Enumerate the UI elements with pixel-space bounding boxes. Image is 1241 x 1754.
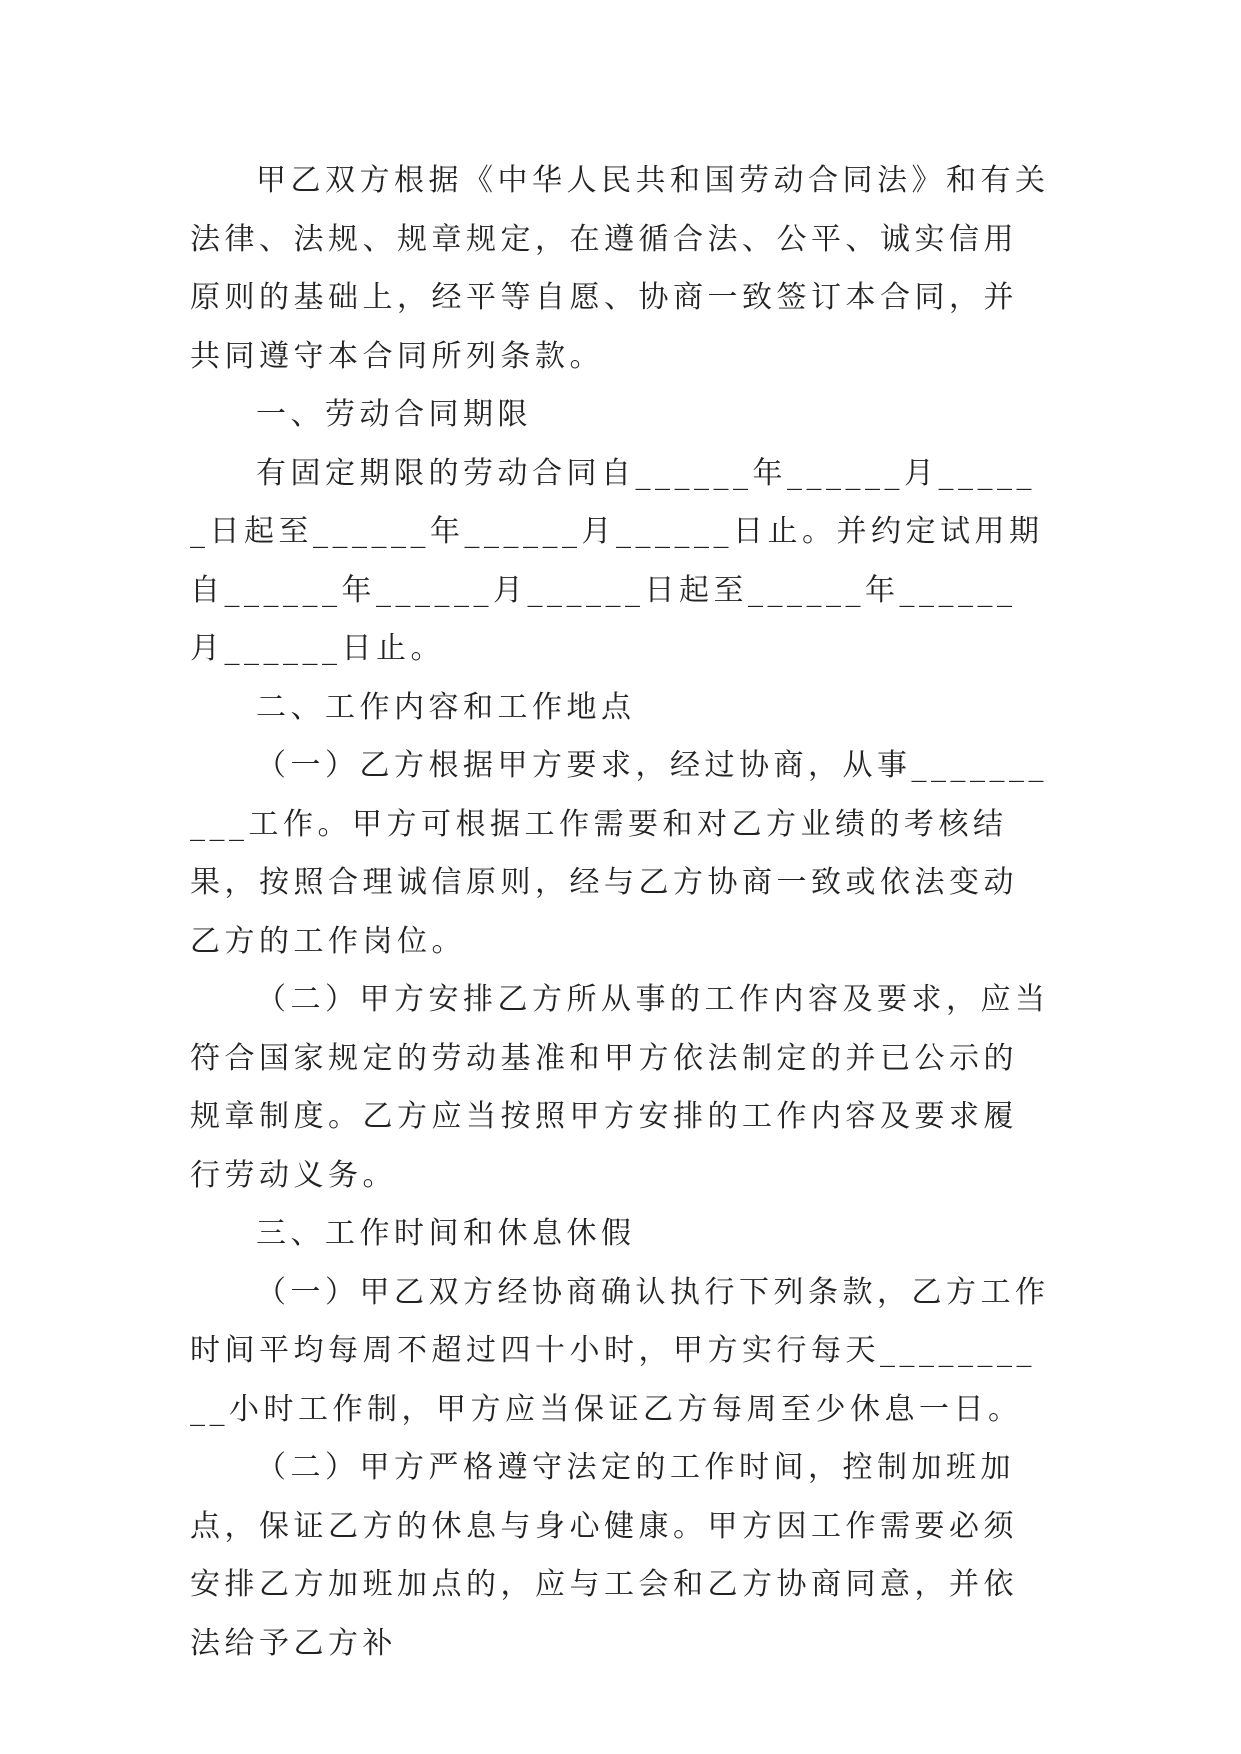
- paragraph-working-hours-2: （二）甲方严格遵守法定的工作时间，控制加班加点，保证乙方的休息与身心健康。甲方因工作需要必须安排乙方加班加点的，应与工会和乙方协商同意，并依法给予乙方补: [190, 1450, 1018, 1661]
- section-heading-contract-term: 一、劳动合同期限: [256, 397, 532, 432]
- paragraph-work-content-2: （二）甲方安排乙方所从事的工作内容及要求，应当符合国家规定的劳动基准和甲方依法制定的并已公示的规章制度。乙方应当按照甲方安排的工作内容及要求履行劳动义务。: [190, 982, 1050, 1193]
- section-heading-working-hours: 三、工作时间和休息休假: [256, 1216, 636, 1251]
- contract-body: [190, 152, 1050, 1673]
- paragraph-contract-term: 有固定期限的劳动合同自______年______月______日起至______年______月______日止。并约定试用期自______年______月______日起至______年______月______日止。: [190, 455, 1044, 666]
- paragraph-work-content-1: （一）乙方根据甲方要求，经过协商，从事__________工作。甲方可根据工作需要和对乙方业绩的考核结果，按照合理诚信原则，经与乙方协商一致或依法变动乙方的工作岗位。: [190, 748, 1048, 959]
- paragraph-preamble: 甲乙双方根据《中华人民共和国劳动合同法》和有关法律、法规、规章规定，在遵循合法、公平、诚实信用原则的基础上，经平等自愿、协商一致签订本合同，并共同遵守本合同所列条款。: [190, 163, 1050, 374]
- section-heading-work-content: 二、工作内容和工作地点: [256, 689, 636, 725]
- paragraph-working-hours-1: （一）甲乙双方经协商确认执行下列条款，乙方工作时间平均每周不超过四十小时，甲方实行每天__________小时工作制，甲方应当保证乙方每周至少休息一日。: [190, 1274, 1050, 1427]
